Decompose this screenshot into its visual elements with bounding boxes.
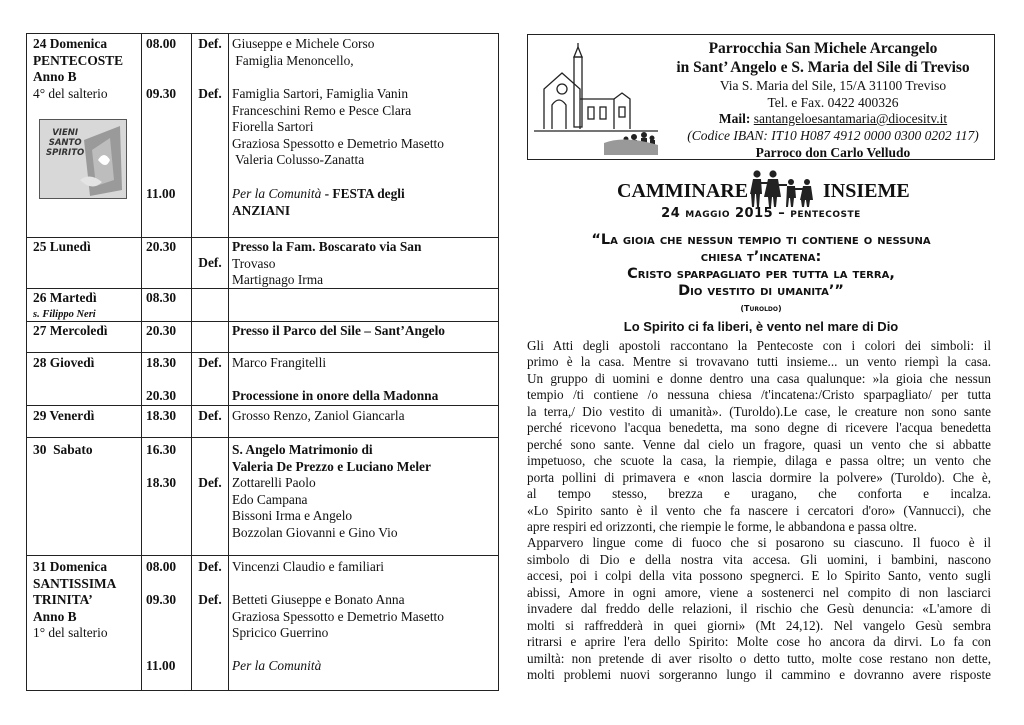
intentions	[232, 592, 497, 642]
day-line: TRINITA’	[33, 592, 93, 607]
day-line: Anno B	[33, 69, 77, 84]
festa-label: - FESTA degli	[321, 186, 405, 201]
parish-address: Via S. Maria del Sile, 15/A 31100 Treviso	[719, 78, 947, 93]
day-label: 30 Sabato	[33, 442, 93, 457]
intention-line: Famiglia Sartori, Famiglia Vanin	[232, 86, 409, 101]
quote-line: chiesa t’incatena:	[700, 249, 822, 265]
intention-line: Grosso Renzo, Zaniol Giancarla	[232, 408, 405, 423]
intention-line: Giuseppe e Michele Corso	[232, 36, 375, 51]
parish-location: in Sant’ Angelo e S. Maria del Sile di Treviso	[676, 59, 970, 76]
mass-time: 18.30	[146, 355, 177, 370]
intentions	[232, 239, 497, 289]
bulletin-name-right: INSIEME	[823, 180, 910, 202]
day-label	[33, 559, 141, 642]
intention-line: Graziosa Spessotto e Demetrio Masetto	[232, 608, 444, 624]
mass-time: 08.30	[146, 290, 177, 305]
quote	[527, 232, 995, 300]
intention-line: S. Angelo Matrimonio di	[232, 442, 373, 457]
article-line: accesi, poi i colpi della vita possono spegnerci. E lo Spirito Santo, vento sugli	[527, 568, 991, 584]
parish-name: Parrocchia San Michele Arcangelo	[708, 40, 938, 57]
intentions	[232, 86, 497, 169]
article-line: umiltà: non pretende di aver risolto o detto tutto, molte cose restano non dette,	[527, 650, 991, 666]
saint-name: s. Filippo Neri	[33, 309, 96, 320]
article-line: impetuoso, che scuote la casa, la riempie, dilaga e passa oltre; un vento che	[527, 453, 991, 469]
day-label: 29 Venerdì	[33, 408, 95, 423]
intention-line: Fiorella Sartori	[232, 119, 314, 134]
mass-time: 11.00	[146, 658, 176, 673]
quote-line: Cristo sparpagliato per tutta la terra,	[627, 266, 895, 282]
image-caption: VIENI	[52, 128, 79, 138]
schedule-row-26	[27, 288, 498, 322]
article-body	[527, 338, 991, 684]
intention-line: Presso la Fam. Boscarato via San	[232, 239, 422, 254]
article-line: perché sono sante. Venne dal cielo un fragore, quasi un vento che si abbatte	[527, 436, 991, 452]
day-label: 26 Martedì	[33, 290, 97, 305]
def-label: Def.	[198, 36, 222, 51]
article-line: molti problemi nuovi sorgeranno lungo il cammino e dovranno avere risposte	[527, 667, 991, 683]
mass-time: 09.30	[146, 592, 177, 607]
mass-time: 18.30	[146, 475, 177, 490]
article-line: Apparvero lingue come di fuoco che si posarono su ciascuno. Il fuoco è il	[527, 535, 991, 551]
article-line: Gli Atti degli apostoli raccontano la Pentecoste con i colori dei simboli: il	[527, 338, 991, 353]
schedule-row-24	[27, 34, 498, 238]
quote-author: (Turoldo)	[740, 304, 782, 313]
day-label: 25 Lunedì	[33, 239, 91, 254]
schedule-row-31	[27, 555, 498, 691]
quote-line: Dio vestito di umanita’”	[678, 283, 844, 299]
quote-line: “La gioia che nessun tempio ti contiene o nessuna	[591, 232, 931, 248]
def-label: Def.	[198, 255, 222, 270]
day-line: Anno B	[33, 608, 77, 624]
def-label: Def.	[198, 559, 222, 574]
parish-mail: Mail: santangeloesantamaria@diocesitv.it	[718, 111, 948, 126]
mass-time: 16.30	[146, 442, 177, 457]
mass-time: 08.00	[146, 36, 177, 51]
schedule-row-30	[27, 437, 498, 556]
psalter-note: 1° del salterio	[33, 625, 108, 640]
day-label: 28 Giovedì	[33, 355, 95, 370]
intention-line: Valeria Colusso-Zanatta	[232, 152, 365, 167]
mass-time: 08.00	[146, 559, 177, 574]
mass-time: 11.00	[146, 186, 176, 201]
intention-line: Per la Comunità	[232, 658, 322, 673]
article-line: molti si raffredderà in quei giorni» (Mt 24,12). Nel vangelo Gesù sembra	[527, 617, 991, 633]
mail-label: Mail	[718, 111, 746, 126]
intention-line: Edo Campana	[232, 491, 308, 507]
intentions	[232, 442, 497, 475]
psalter-note: 4° del salterio	[33, 85, 108, 101]
article-line: «Lo Spirito santo è il vento che fa nascere i cercatori d'oro» (Vannucci), che	[527, 502, 991, 518]
def-label: Def.	[198, 86, 222, 101]
intentions	[232, 475, 497, 541]
intention-line: Spricico Guerrino	[232, 625, 329, 640]
parish-header	[527, 34, 995, 160]
intention-line: Bozzolan Giovanni e Gino Vio	[232, 524, 398, 540]
schedule-row-27	[27, 321, 498, 353]
intention-line: Trovaso	[232, 255, 276, 271]
intention-line: ANZIANI	[232, 202, 291, 218]
vieni-santo-spirito-image	[39, 119, 127, 199]
article-line: la terra,/ Dio vestito di umanità». (Turoldo).Le case, le creature non sono sante	[527, 403, 991, 419]
article-line: abissi, Amore in ogni amore, viene a sostenerci nel compito di non lasciarci	[527, 584, 991, 600]
article-line: invadere dal freddo delle relazioni, il rischio che Gesù denuncia: «L'amore di	[527, 601, 991, 617]
mass-time: 20.30	[146, 388, 177, 403]
mass-schedule-table	[26, 33, 499, 691]
intention-line: Processione in onore della Madonna	[232, 388, 439, 403]
day-line: SANTISSIMA	[33, 575, 117, 591]
intention-line: Bissoni Irma e Angelo	[232, 508, 353, 523]
intention-line: Vincenzi Claudio e familiari	[232, 559, 385, 574]
mass-time: 20.30	[146, 239, 177, 254]
intention-line: Presso il Parco del Sile – Sant’Angelo	[232, 323, 446, 338]
mass-time: 20.30	[146, 323, 177, 338]
mass-time: 18.30	[146, 408, 177, 423]
intention-line: Per la Comunità	[232, 186, 322, 201]
article-line: porta pollini di primavera e «non lascia dormire la polvere» (Turoldo). Che è,	[527, 469, 991, 485]
day-line: 31 Domenica	[33, 559, 108, 574]
def-label: Def.	[198, 408, 222, 423]
article-line: simbolo di Dio e della nostra vita accesa. Gli uomini, i bambini, nascono	[527, 551, 991, 567]
def-label: Def.	[198, 475, 222, 490]
schedule-row-28	[27, 352, 498, 406]
parish-iban: (Codice IBAN: IT10 H087 4912 0000 0300 0202 117)	[687, 128, 979, 143]
article-line: tempio /ti contiene /o nessuna chiesa /t'incatena:/Cristo sparpagliato/ per tutta	[527, 387, 991, 403]
family-icon	[749, 170, 821, 208]
bulletin-name-left: CAMMINARE	[617, 180, 749, 202]
article-title: Lo Spirito ci fa liberi, è vento nel mare di Dio	[623, 319, 899, 334]
bulletin-name	[527, 170, 995, 210]
intention-line: Franceschini Remo e Pesce Clara	[232, 102, 412, 118]
day-label	[33, 36, 141, 102]
article-line: primo è la casa. Mentre si trovavano tutti insieme... un vento riempì la casa.	[527, 354, 991, 370]
day-line: PENTECOSTE	[33, 52, 124, 68]
def-label: Def.	[198, 355, 222, 370]
schedule-row-25	[27, 237, 498, 289]
article-line: perché ricevono l'acqua benedetta, ma sono degne di ricevere l'acqua benedetta	[527, 420, 991, 436]
article-line: Un gruppo di uomini e donne dentro una casa qualunque: »la gioia che nessun	[527, 370, 991, 386]
intention-line: Betteti Giuseppe e Bonato Anna	[232, 592, 405, 607]
parish-phone: Tel. e Fax. 0422 400326	[767, 95, 899, 110]
mail-link[interactable]: santangeloesantamaria@diocesitv.it	[753, 111, 948, 126]
church-illustration	[534, 43, 658, 155]
intention-line: Valeria De Prezzo e Luciano Meler	[232, 458, 431, 474]
parish-priest: Parroco don Carlo Velludo	[755, 145, 911, 160]
image-caption: SPIRITO	[46, 148, 85, 158]
article-line: apre respiri ed orizzonti, che riempie le forme, le abbandona e passa oltre.	[527, 518, 917, 534]
mass-time: 09.30	[146, 86, 177, 101]
day-line: 24 Domenica	[33, 36, 108, 51]
intention-line: Graziosa Spessotto e Demetrio Masetto	[232, 135, 444, 151]
intentions	[232, 186, 497, 219]
intention-line: Zottarelli Paolo	[232, 475, 316, 490]
intention-line: Marco Frangitelli	[232, 355, 327, 370]
intentions	[232, 36, 497, 69]
def-label: Def.	[198, 592, 222, 607]
article-line: al tempo stesso, brezza e uragano, che conforta e incalza.	[527, 486, 991, 502]
article-line: ritrarsi e aprire l'era dello Spirito: Molte cose ho ancora da dirvi. Lo fa con	[527, 634, 991, 650]
image-caption: SANTO	[48, 138, 82, 148]
day-label: 27 Mercoledì	[33, 323, 108, 338]
bulletin-date: 24 maggio 2015 – pentecoste	[661, 206, 861, 221]
schedule-row-29	[27, 405, 498, 438]
intention-line: Famiglia Menoncello,	[232, 52, 354, 68]
intention-line: Martignago Irma	[232, 272, 324, 287]
